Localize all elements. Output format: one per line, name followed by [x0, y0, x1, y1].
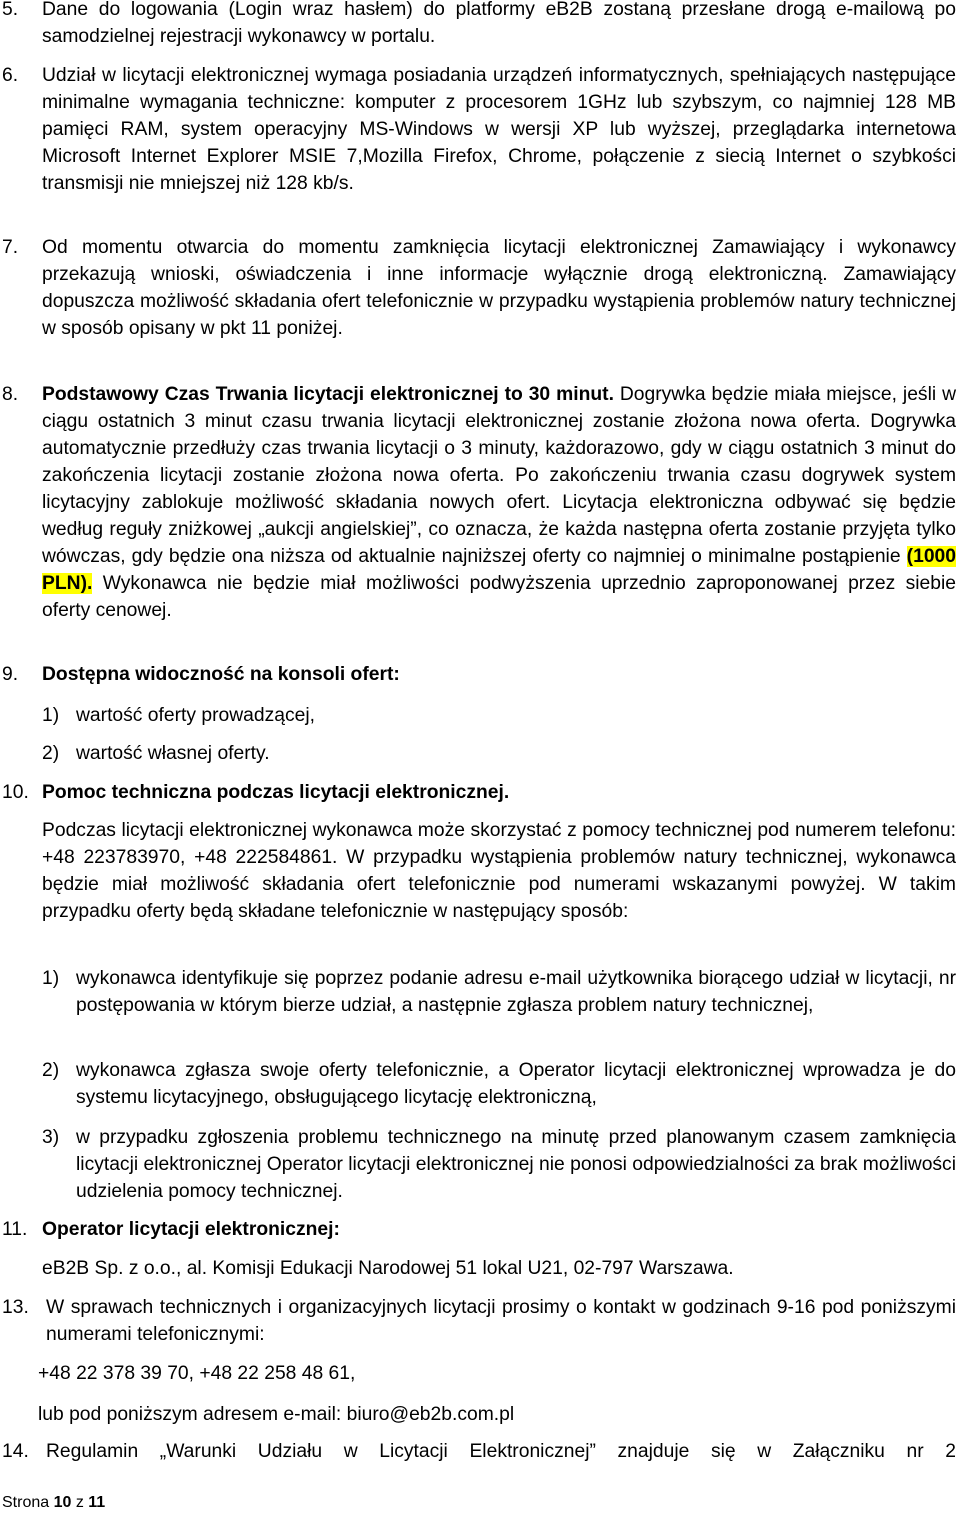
- item-text: Od momentu otwarcia do momentu zamknięcia licytacji elektronicznej Zamawiający i wykonawcy przekazują wnioski, oświadczenia i inne informacje wyłącznie drogą elektroniczną. Zamawiający dopuszcza możliwość składania ofert telefonicznie w przypadku wystąpienia problemów natury technicznej w sposób opisany w pkt 11 poniżej.: [42, 237, 956, 339]
- item-text: Dane do logowania (Login wraz hasłem) do platformy eB2B zostaną przesłane drogą e-mailową po samodzielnej rejestracji wykonawcy w portalu.: [42, 0, 956, 47]
- page-footer: [2, 1493, 105, 1513]
- footer-total-pages: 11: [88, 1494, 106, 1511]
- sub-item-number: 2): [42, 743, 60, 764]
- item-number: 13.: [2, 1297, 29, 1318]
- sub-item-text: w przypadku zgłoszenia problemu technicznego na minutę przed planowanym czasem zamknięcia licytacji elektronicznej Operator licytacji elektronicznej nie ponosi odpowiedzialności za brak możliwości udzielenia pomocy technicznej.: [76, 1127, 956, 1202]
- sub-item-number: 1): [42, 705, 60, 726]
- duration-statement: Podstawowy Czas Trwania licytacji elektronicznej to 30 minut.: [42, 384, 614, 405]
- item-text-part: Dogrywka będzie miała miejsce, jeśli w ciągu ostatnich 3 minut czasu trwania licytacji elektronicznej zostanie złożona nowa oferta. Dogrywka automatycznie przedłuży czas trwania licytacji o 3 minuty, każdorazowo, gdy w ciągu ostatnich 3 minut do zakończenia licytacji zostanie złożona nowa oferta. Po zakończeniu trwania czasu dogrywek system licytacyjny zablokuje możliwość składania nowych ofert. Licytacja elektroniczna odbywać się będzie według reguły zniżkowej „aukcji angielskiej”, co oznacza, że każda następna oferta zostanie przyjęta tylko wówczas, gdy będzie ona niższa od aktualnie najniższej oferty co najmniej o minimalne postąpienie: [42, 384, 956, 567]
- contact-phones: +48 22 378 39 70, +48 22 258 48 61,: [38, 1363, 356, 1384]
- item-number: 9.: [2, 664, 19, 685]
- sub-item-number: 3): [42, 1127, 60, 1148]
- item-title: Dostępna widoczność na konsoli ofert:: [42, 664, 400, 685]
- footer-prefix: Strona: [2, 1494, 54, 1511]
- item-number: 5.: [2, 0, 19, 20]
- contact-email-line: lub pod poniższym adresem e-mail: biuro@eb2b.com.pl: [38, 1404, 515, 1425]
- item-number: 10.: [2, 782, 29, 803]
- operator-address: eB2B Sp. z o.o., al. Komisji Edukacji Narodowej 51 lokal U21, 02-797 Warszawa.: [42, 1258, 734, 1279]
- item-number: 7.: [2, 237, 19, 258]
- sub-item-number: 1): [42, 968, 60, 989]
- sub-item-text: wykonawca identyfikuje się poprzez podanie adresu e-mail użytkownika biorącego udział w licytacji, nr postępowania w którym bierze udział, a następnie zgłasza problem natury technicznej,: [76, 968, 956, 1016]
- sub-item-text: wartość oferty prowadzącej,: [76, 705, 315, 726]
- footer-page-number: 10: [53, 1494, 72, 1511]
- item-number: 6.: [2, 65, 19, 86]
- sub-item-text: wykonawca zgłasza swoje oferty telefonicznie, a Operator licytacji elektronicznej wprowadza je do systemu licytacyjnego, obsługującego licytację elektroniczną,: [76, 1060, 956, 1108]
- item-text: W sprawach technicznych i organizacyjnych licytacji prosimy o kontakt w godzinach 9-16 pod poniższymi numerami telefonicznymi:: [46, 1297, 956, 1345]
- sub-item-number: 2): [42, 1060, 60, 1081]
- item-text: Udział w licytacji elektronicznej wymaga posiadania urządzeń informatycznych, spełniających następujące minimalne wymagania techniczne: komputer z procesorem 1GHz lub szybszym, co najmniej 128 MB pamięci RAM, system operacyjny MS-Windows w wersji XP lub wyższej, przeglądarka internetowa Microsoft Internet Explorer MSIE 7,Mozilla Firefox, Chrome, połączenie z siecią Internet o szybkości transmisji nie mniejszej niż 128 kb/s.: [42, 65, 956, 194]
- item-text-part: Wykonawca nie będzie miał możliwości podwyższenia uprzednio zaproponowanej przez siebie oferty cenowej.: [42, 573, 956, 621]
- item-number: 11.: [2, 1219, 28, 1240]
- item-number: 8.: [2, 384, 19, 405]
- footer-middle: z: [71, 1494, 89, 1511]
- sub-item-text: wartość własnej oferty.: [76, 743, 270, 764]
- item-title: Operator licytacji elektronicznej:: [42, 1219, 340, 1240]
- item-text: Podczas licytacji elektronicznej wykonawca może skorzystać z pomocy technicznej pod numerem telefonu: +48 223783970, +48 222584861. W przypadku wystąpienia problemów natury technicznej, wykonawca będzie miał możliwość składania ofert telefonicznie pod numerami wskazanymi powyżej. W takim przypadku oferty będą składane telefonicznie w następujący sposób:: [42, 820, 956, 922]
- item-text: [42, 381, 956, 624]
- min-step-highlight: (1000 PLN).: [42, 546, 956, 594]
- item-title: Pomoc techniczna podczas licytacji elektronicznej.: [42, 782, 510, 803]
- item-text: Regulamin „Warunki Udziału w Licytacji Elektronicznej” znajduje się w Załączniku nr 2: [46, 1441, 956, 1462]
- item-number: 14.: [2, 1441, 29, 1462]
